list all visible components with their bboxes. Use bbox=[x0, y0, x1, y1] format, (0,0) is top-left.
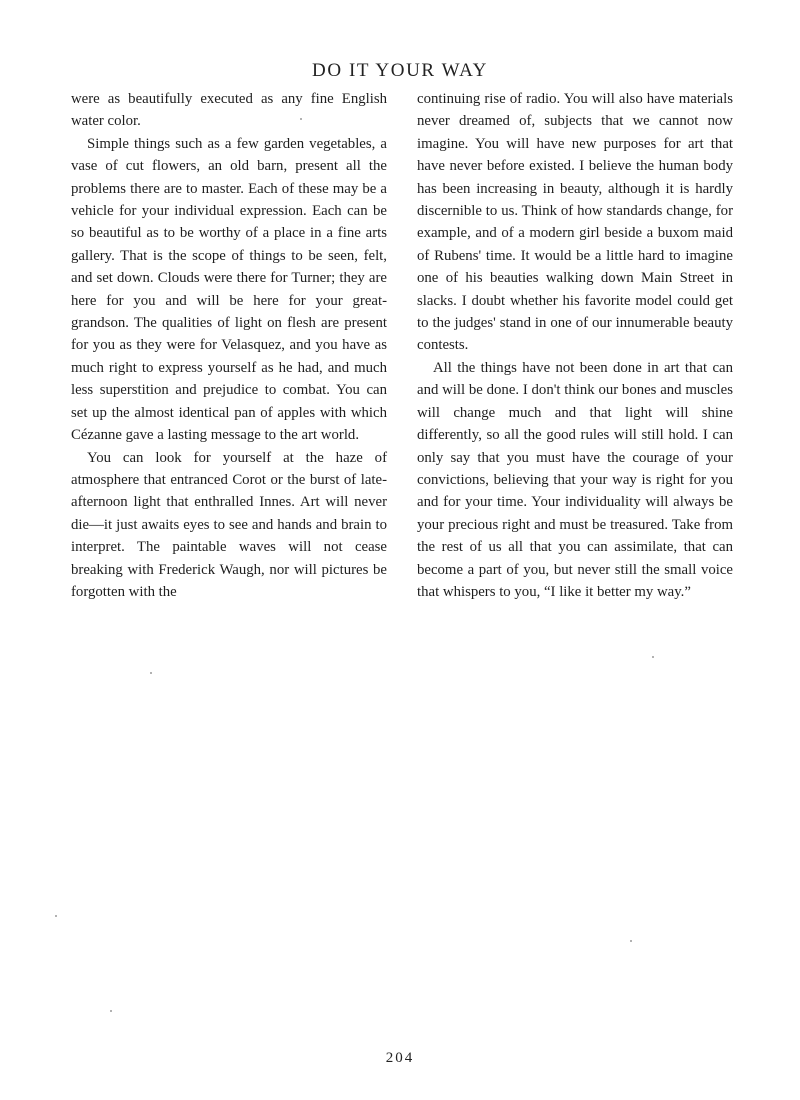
scan-speck bbox=[630, 940, 632, 942]
running-title: DO IT YOUR WAY bbox=[312, 60, 488, 81]
paragraph: You can look for yourself at the haze of atmosphere that entranced Corot or the burst of late-afternoon light that enthralled Innes. Art will never die—it just awaits eyes to see and hands and brain to interpret. The paintable waves will not cease breaking with Frederick Waugh, nor will pictures be forgotten with the bbox=[71, 449, 387, 600]
scan-speck bbox=[300, 118, 302, 120]
right-column bbox=[417, 88, 733, 603]
scan-speck bbox=[652, 656, 654, 658]
page-number: 204 bbox=[385, 1050, 415, 1066]
scan-speck bbox=[150, 672, 152, 674]
paragraph: All the things have not been done in art that can and will be done. I don't think our bones and muscles will change much and that light will shine differently, so all the good rules will still hold. I can only say that you must have the courage of your convictions, believing that your way is right for you and for your time. Your individuality will always be your precious right and must be treasured. Take from the rest of us all that you can assimilate, that can become a part of you, but never still the small voice that whispers to you, “I like it better my way.” bbox=[417, 359, 733, 600]
left-column bbox=[71, 88, 387, 603]
paragraph-continued: were as beautifully executed as any fine English water color. bbox=[71, 91, 387, 130]
paragraph-continued: continuing rise of radio. You will also have materials never dreamed of, subjects that we cannot now imagine. You will have new purposes for art that have never before existed. I believe the human body has been increasing in beauty, although it is hardly discernible to us. Think of how standards change, for example, and of a modern girl beside a buxom maid of Rubens' time. It would be a little hard to imagine one of his beauties walking down Main Street in slacks. I doubt whether his favorite model could get to the judges' stand in one of our innumerable beauty contests. bbox=[417, 91, 733, 354]
scan-speck bbox=[55, 915, 57, 917]
scan-speck bbox=[110, 1010, 112, 1012]
paragraph: Simple things such as a few garden vegetables, a vase of cut flowers, an old barn, present all the problems there are to master. Each of these may be a vehicle for your individual expression. Each can be so beautiful as to be worthy of a place in a fine arts gallery. That is the scope of things to be seen, felt, and set down. Clouds were there for Turner; they are here for you and will be here for your great-grandson. The qualities of light on flesh are present for you as they were for Velasquez, and you have as much right to express yourself as he had, and much less superstition and prejudice to combat. You can set up the almost identical pan of apples with which Cézanne gave a lasting message to the art world. bbox=[71, 135, 387, 444]
